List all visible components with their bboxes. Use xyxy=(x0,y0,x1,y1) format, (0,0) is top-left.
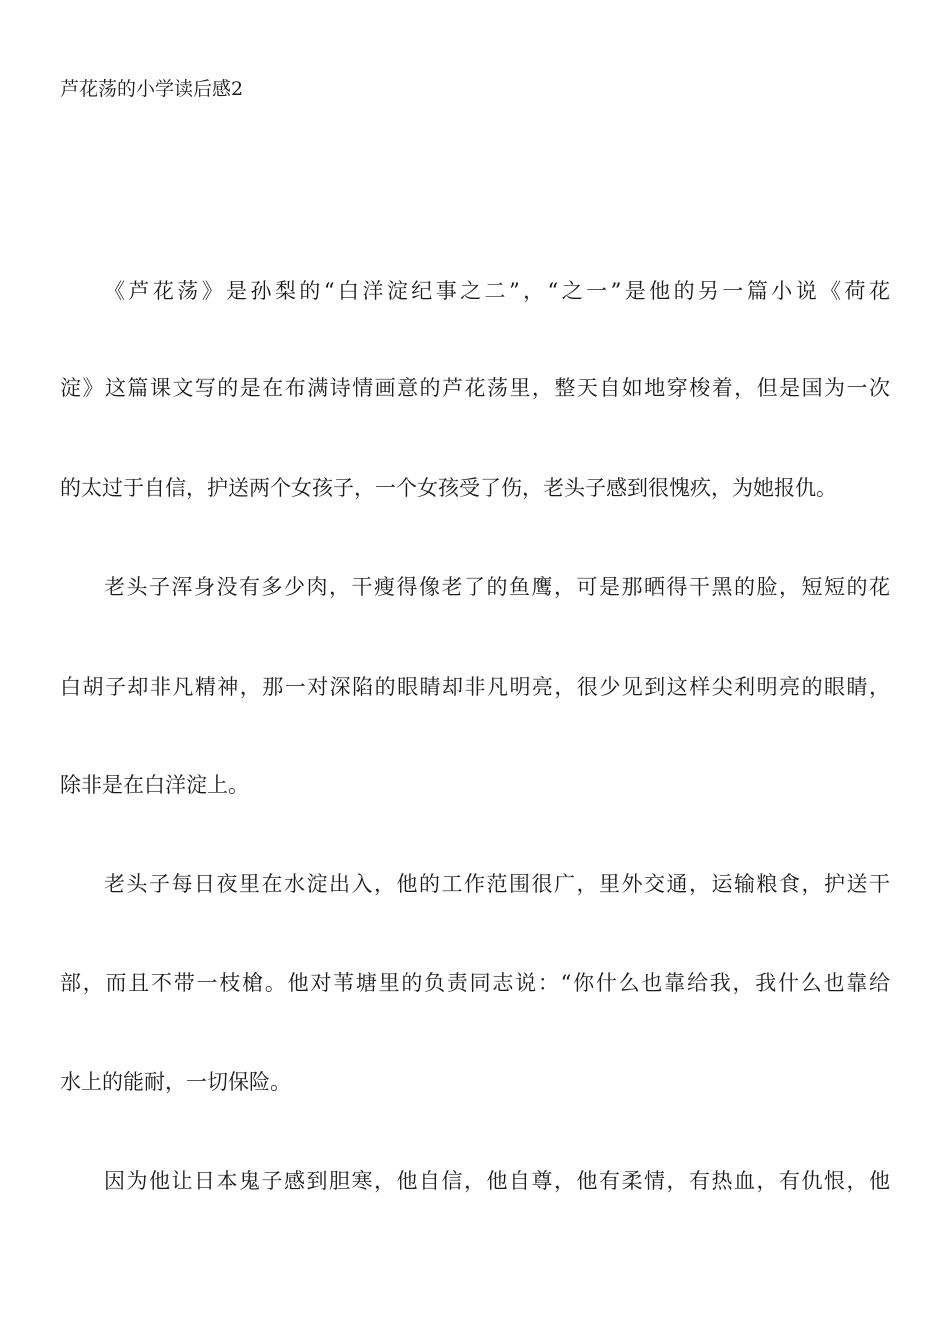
paragraph-3-line-3: 水上的能耐，一切保险。 xyxy=(60,1070,291,1094)
paragraph-1-line-2: 淀》这篇课文写的是在布满诗情画意的芦花荡里，整天自如地穿梭着，但是国为一次 xyxy=(60,376,890,400)
document-title: 芦花荡的小学读后感2 xyxy=(60,78,244,100)
paragraph-1-line-1: 《芦花荡》是孙梨的“白洋淀纪事之二”，“之一”是他的另一篇小说《荷花 xyxy=(104,279,890,303)
paragraph-3-line-1: 老头子每日夜里在水淀出入，他的工作范围很广，里外交通，运输粮食，护送干 xyxy=(104,872,890,896)
paragraph-4-line-1: 因为他让日本鬼子感到胆寒，他自信，他自尊，他有柔情，有热血，有仇恨，他 xyxy=(104,1169,890,1193)
paragraph-2-line-2: 白胡子却非凡精神，那一对深陷的眼睛却非凡明亮，很少见到这样尖利明亮的眼睛， xyxy=(60,675,890,699)
paragraph-3-line-2: 部，而且不带一枝槍。他对苇塘里的负责同志说：“你什么也靠给我，我什么也靠给 xyxy=(60,971,890,995)
paragraph-2-line-3: 除非是在白洋淀上。 xyxy=(60,773,249,797)
paragraph-1-line-3: 的太过于自信，护送两个女孩子，一个女孩受了伤，老头子感到很愧疚，为她报仇。 xyxy=(60,476,837,500)
paragraph-2-line-1: 老头子浑身没有多少肉，干瘦得像老了的鱼鹰，可是那晒得干黑的脸，短短的花 xyxy=(104,575,890,599)
